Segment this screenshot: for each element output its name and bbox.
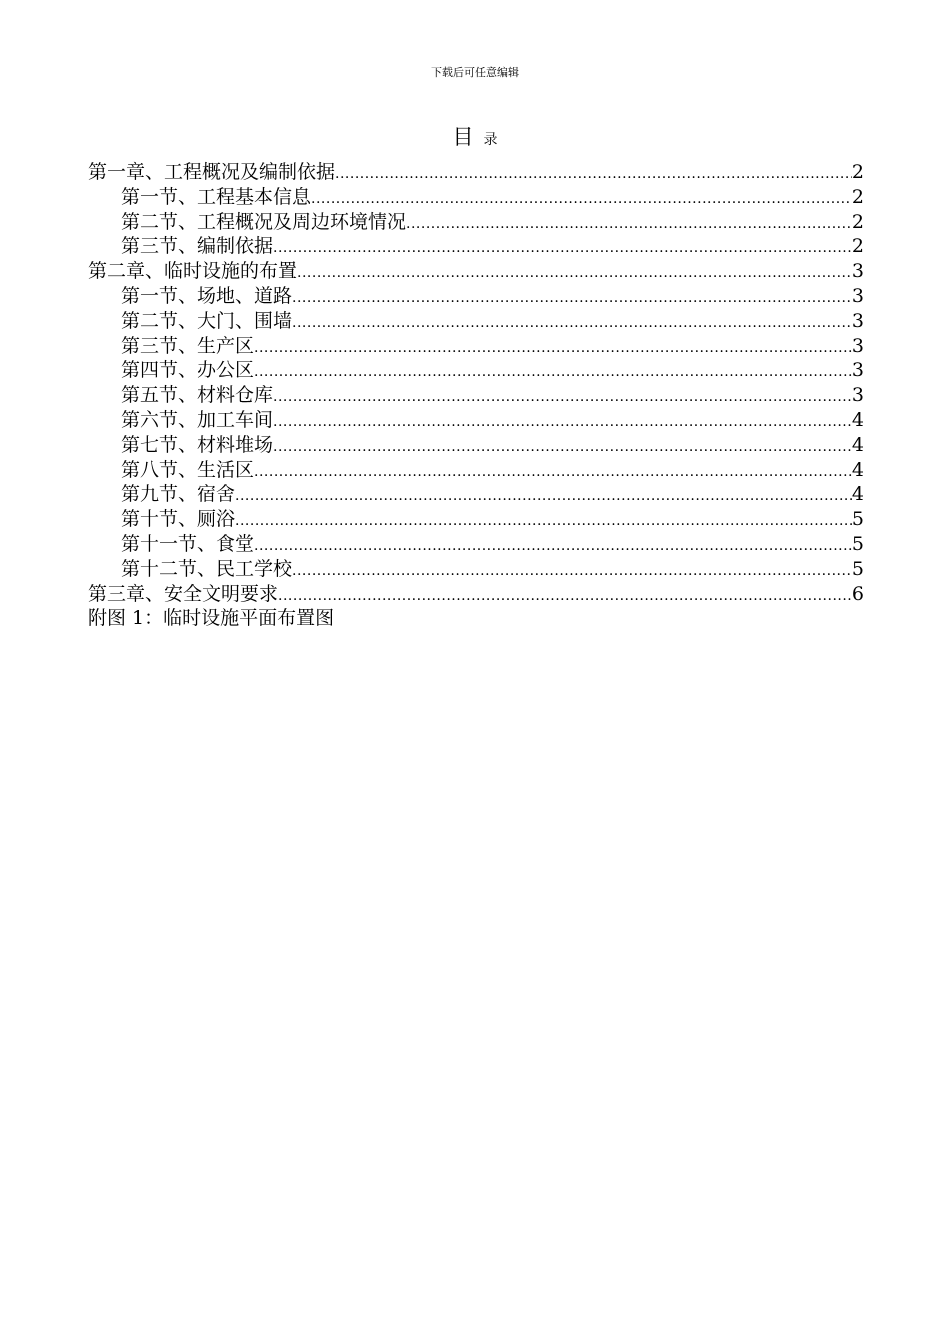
- toc-leader: [235, 509, 852, 534]
- toc-entry-section[interactable]: [88, 383, 864, 408]
- toc-entry-label: 第六节、加工车间: [121, 408, 274, 431]
- toc-entry-label: 第一节、场地、道路: [121, 284, 293, 307]
- toc-leader: [254, 460, 852, 485]
- toc-leader: [292, 559, 852, 584]
- toc-entry-section[interactable]: [88, 358, 864, 383]
- toc-leader: [278, 584, 852, 609]
- toc-entry-label: 第二章、临时设施的布置: [88, 260, 298, 283]
- toc-leader: [311, 187, 852, 212]
- toc-entry-label: 第三节、生产区: [121, 334, 255, 357]
- appendix-label: 附图 1：临时设施平面布置图: [88, 607, 335, 630]
- toc-entry-section[interactable]: [88, 507, 864, 532]
- toc-leader: [292, 286, 852, 311]
- toc-leader: [273, 236, 852, 261]
- toc-leader: [335, 162, 852, 187]
- toc-leader: [406, 212, 852, 237]
- toc-entry-section[interactable]: [88, 210, 864, 235]
- toc-entry-chapter-3[interactable]: [88, 582, 864, 607]
- toc-leader: [254, 360, 852, 385]
- toc-entry-page: 4: [851, 483, 864, 506]
- header-note: 下载后可任意编辑: [431, 66, 519, 79]
- toc-entry-page: 5: [851, 532, 864, 555]
- toc-entry-section[interactable]: [88, 334, 864, 359]
- toc-entry-section[interactable]: [88, 458, 864, 483]
- toc-entry-page: 3: [851, 260, 864, 283]
- toc-entry-section[interactable]: [88, 234, 864, 259]
- toc-leader: [273, 410, 852, 435]
- toc-entry-label: 第三章、安全文明要求: [88, 582, 279, 605]
- toc-entry-label: 第二节、大门、围墙: [121, 309, 293, 332]
- toc-entry-page: 3: [851, 384, 864, 407]
- toc-entry-page: 3: [851, 284, 864, 307]
- toc-leader: [297, 261, 852, 286]
- toc-leader: [292, 311, 852, 336]
- toc-leader: [254, 534, 852, 559]
- toc-leader: [235, 484, 852, 509]
- toc-title: [0, 122, 950, 155]
- toc-title-sub: 录: [483, 132, 498, 148]
- toc-entry-label: 第五节、材料仓库: [121, 384, 274, 407]
- table-of-contents: [88, 160, 864, 631]
- toc-entry-section[interactable]: [88, 309, 864, 334]
- toc-entry-page: 3: [851, 309, 864, 332]
- toc-entry-section[interactable]: [88, 433, 864, 458]
- toc-entry-section[interactable]: [88, 557, 864, 582]
- toc-entry-section[interactable]: [88, 532, 864, 557]
- toc-entry-page: 5: [851, 508, 864, 531]
- toc-entry-page: 5: [851, 557, 864, 580]
- toc-entry-label: 第十节、厕浴: [121, 508, 236, 531]
- toc-entry-page: 4: [851, 458, 864, 481]
- toc-entry-label: 第一节、工程基本信息: [121, 185, 312, 208]
- toc-entry-page: 4: [851, 408, 864, 431]
- toc-entry-chapter-2[interactable]: [88, 259, 864, 284]
- toc-entry-page: 4: [851, 433, 864, 456]
- toc-title-main: 目: [452, 125, 474, 149]
- toc-entry-label: 第八节、生活区: [121, 458, 255, 481]
- toc-entry-page: 2: [851, 235, 864, 258]
- toc-entry-label: 第十一节、食堂: [121, 532, 255, 555]
- toc-entry-section[interactable]: [88, 284, 864, 309]
- toc-entry-label: 第十二节、民工学校: [121, 557, 293, 580]
- toc-entry-page: 2: [851, 210, 864, 233]
- appendix-entry: [88, 606, 864, 631]
- toc-entry-chapter-1[interactable]: [88, 160, 864, 185]
- toc-entry-label: 第三节、编制依据: [121, 235, 274, 258]
- toc-entry-page: 3: [851, 334, 864, 357]
- toc-entry-page: 2: [851, 185, 864, 208]
- toc-entry-label: 第九节、宿舍: [121, 483, 236, 506]
- toc-entry-section[interactable]: [88, 482, 864, 507]
- toc-entry-page: 2: [851, 161, 864, 183]
- toc-entry-label: 第一章、工程概况及编制依据: [88, 161, 336, 183]
- toc-entry-label: 第四节、办公区: [121, 359, 255, 382]
- toc-entry-page: 6: [851, 582, 864, 605]
- toc-leader: [273, 435, 852, 460]
- toc-entry-label: 第七节、材料堆场: [121, 433, 274, 456]
- toc-entry-label: 第二节、工程概况及周边环境情况: [121, 210, 407, 233]
- toc-leader: [273, 385, 852, 410]
- toc-entry-section[interactable]: [88, 408, 864, 433]
- toc-entry-section[interactable]: [88, 185, 864, 210]
- toc-entry-page: 3: [851, 359, 864, 382]
- toc-leader: [254, 336, 852, 361]
